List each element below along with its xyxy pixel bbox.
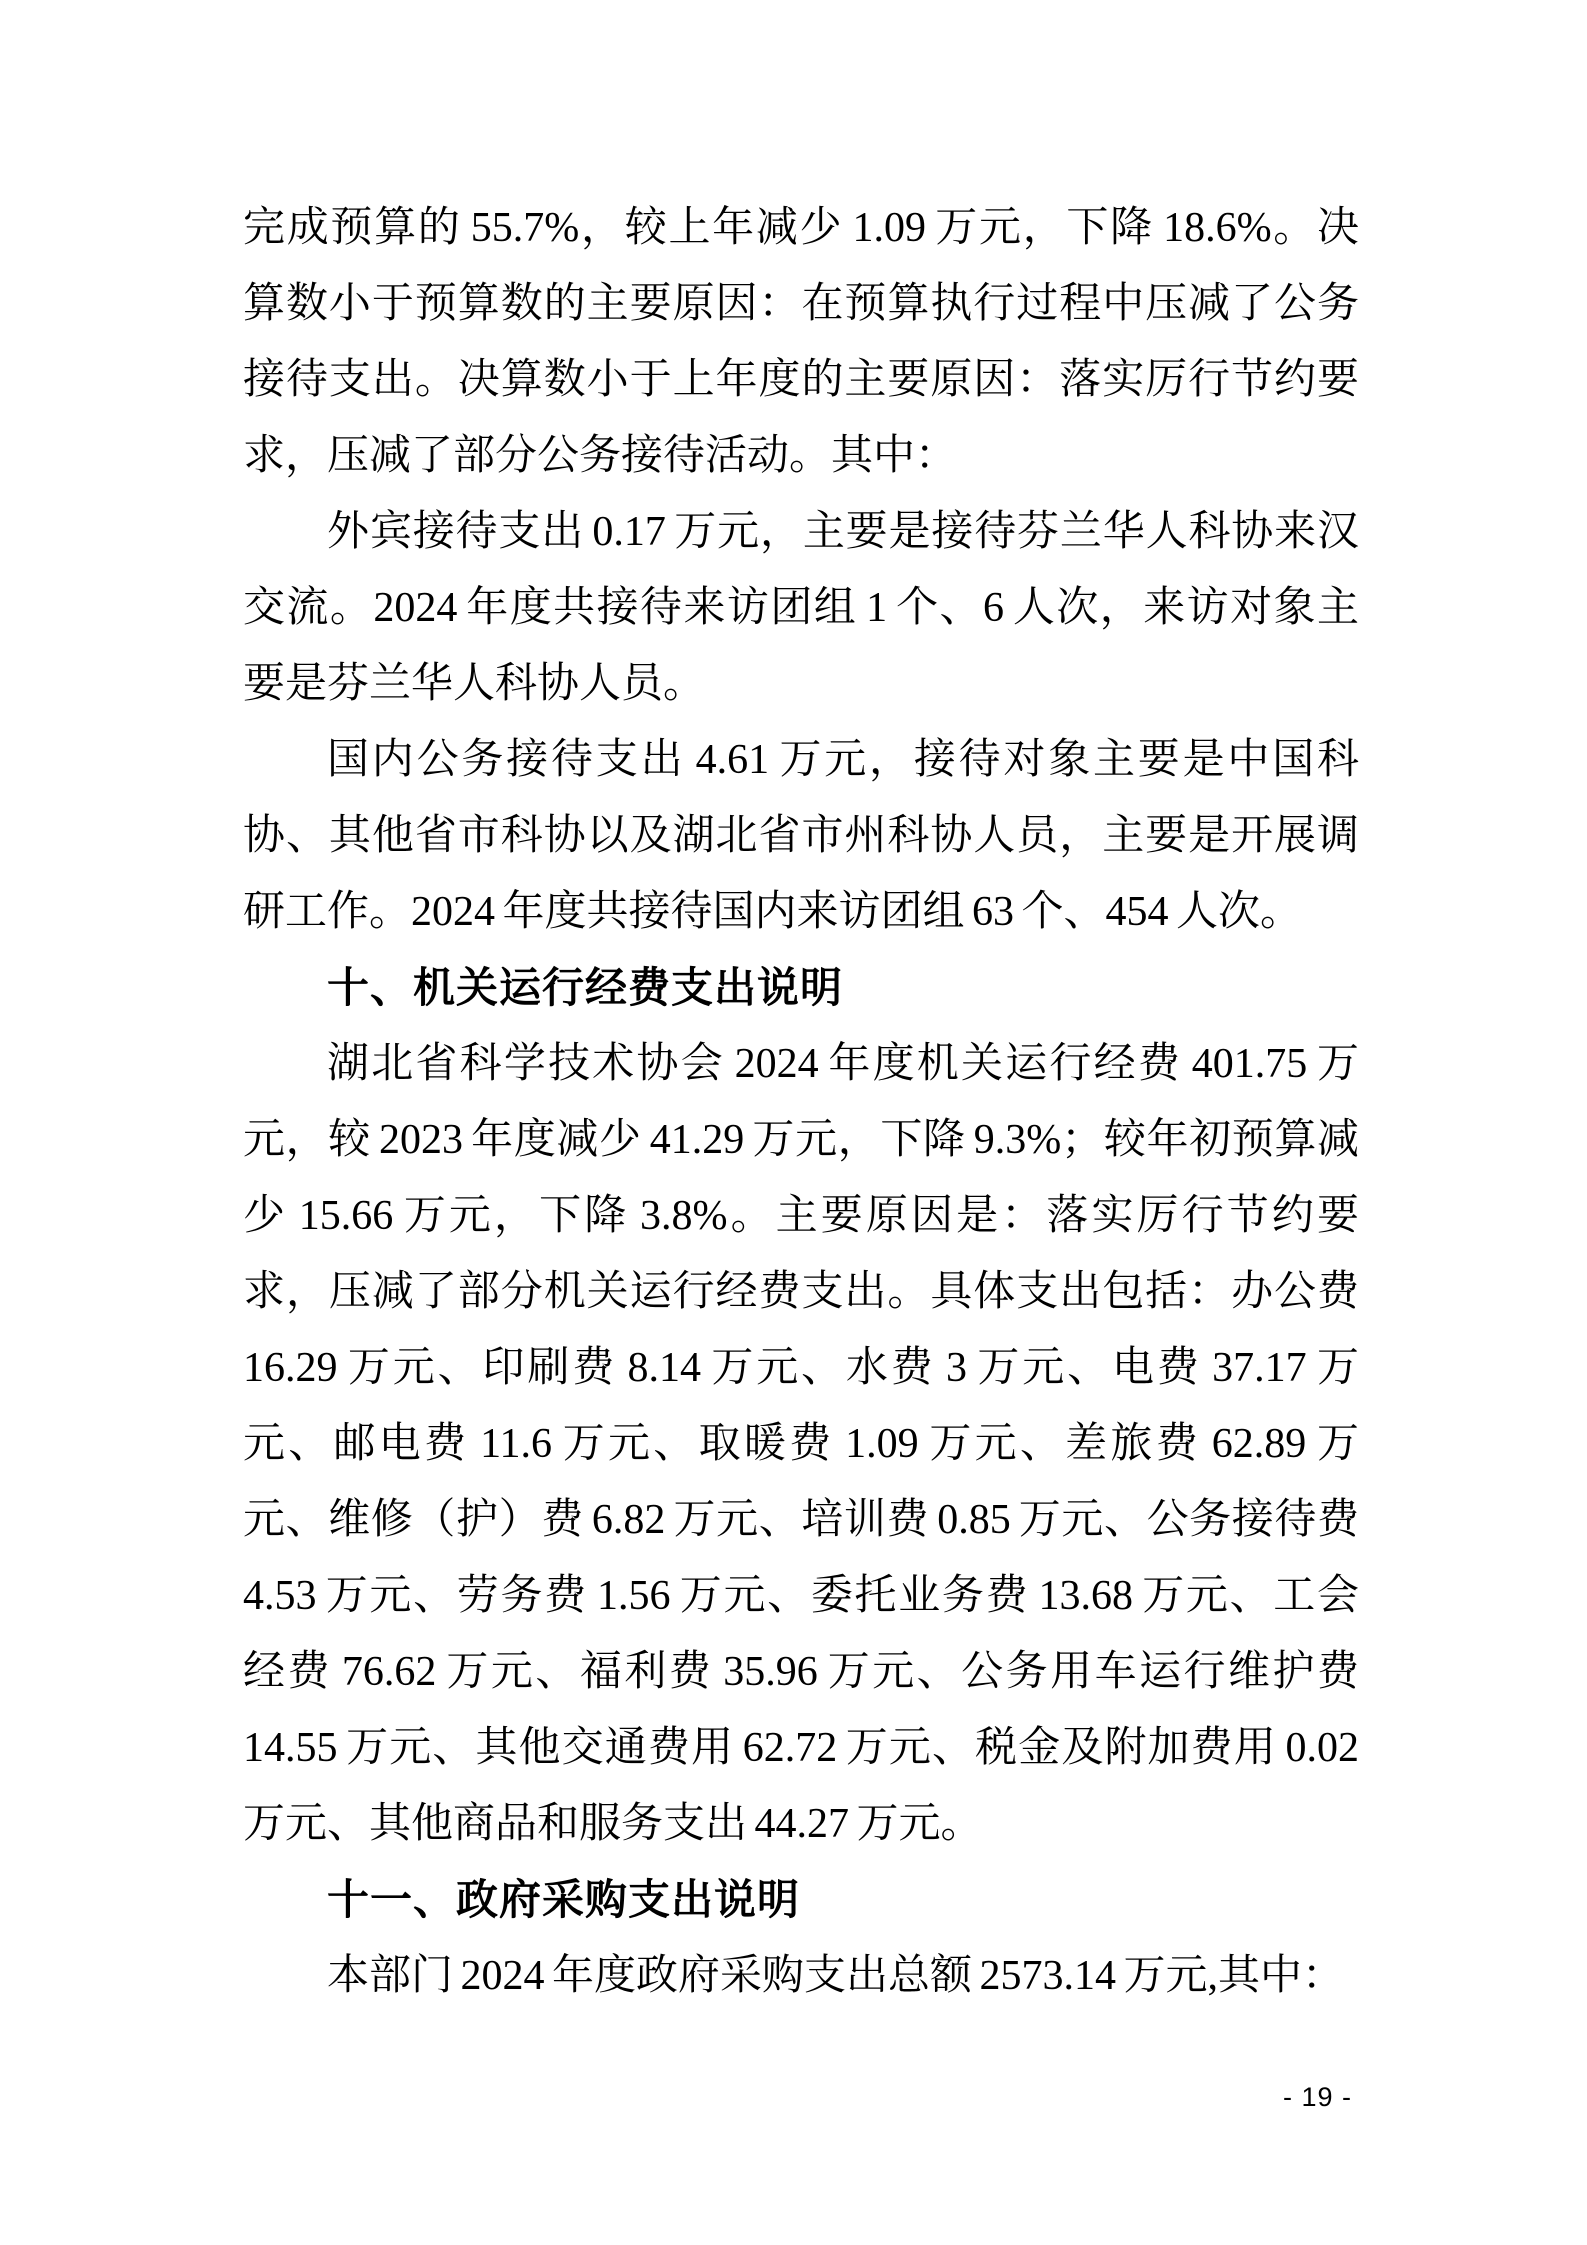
paragraph-budget-completion: 完成预算的 55.7%，较上年减少 1.09 万元，下降 18.6%。决算数小于预算数的主要原因：在预算执行过程中压减了公务接待支出。决算数小于上年度的主要原因：落实厉行节约要求，压减了部分公务接待活动。其中： — [243, 205, 1359, 479]
heading-section-10-operating-expenses: 十、机关运行经费支出说明 — [327, 964, 844, 1011]
document-content — [243, 190, 1359, 2014]
paragraph-foreign-guest-reception: 外宾接待支出 0.17 万元，主要是接待芬兰华人科协来汉交流。2024 年度共接待来访团组 1 个、6 人次，来访对象主要是芬兰华人科协人员。 — [243, 509, 1359, 707]
page-number: - 19 - — [1282, 2082, 1352, 2112]
paragraph-operating-expenses-detail: 湖北省科学技术协会 2024 年度机关运行经费 401.75 万元，较 2023 年度减少 41.29 万元，下降 9.3%；较年初预算减少 15.66 万元，下降 3.8%。主要原因是：落实厉行节约要求，压减了部分机关运行经费支出。具体支出包括：办公费 16.29 万元、印刷费 8.14 万元、水费 3 万元、电费 37.17 万元、邮电费 11.6 万元、取暖费 1.09 万元、差旅费 62.89 万元、维修（护）费 6.82 万元、培训费 0.85 万元、公务接待费 4.53 万元、劳务费 1.56 万元、委托业务费 13.68 万元、工会经费 76.62 万元、福利费 35.96 万元、公务用车运行维护费 14.55 万元、其他交通费用 62.72 万元、税金及附加费用 0.02 万元、其他商品和服务支出 44.27 万元。 — [243, 1041, 1359, 1847]
heading-section-11-government-procurement: 十一、政府采购支出说明 — [327, 1876, 801, 1923]
paragraph-domestic-official-reception: 国内公务接待支出 4.61 万元，接待对象主要是中国科协、其他省市科协以及湖北省市州科协人员，主要是开展调研工作。2024 年度共接待国内来访团组 63 个、454 人次。 — [243, 737, 1359, 935]
paragraph-procurement-total: 本部门 2024 年度政府采购支出总额 2573.14 万元,其中： — [327, 1953, 1345, 1999]
